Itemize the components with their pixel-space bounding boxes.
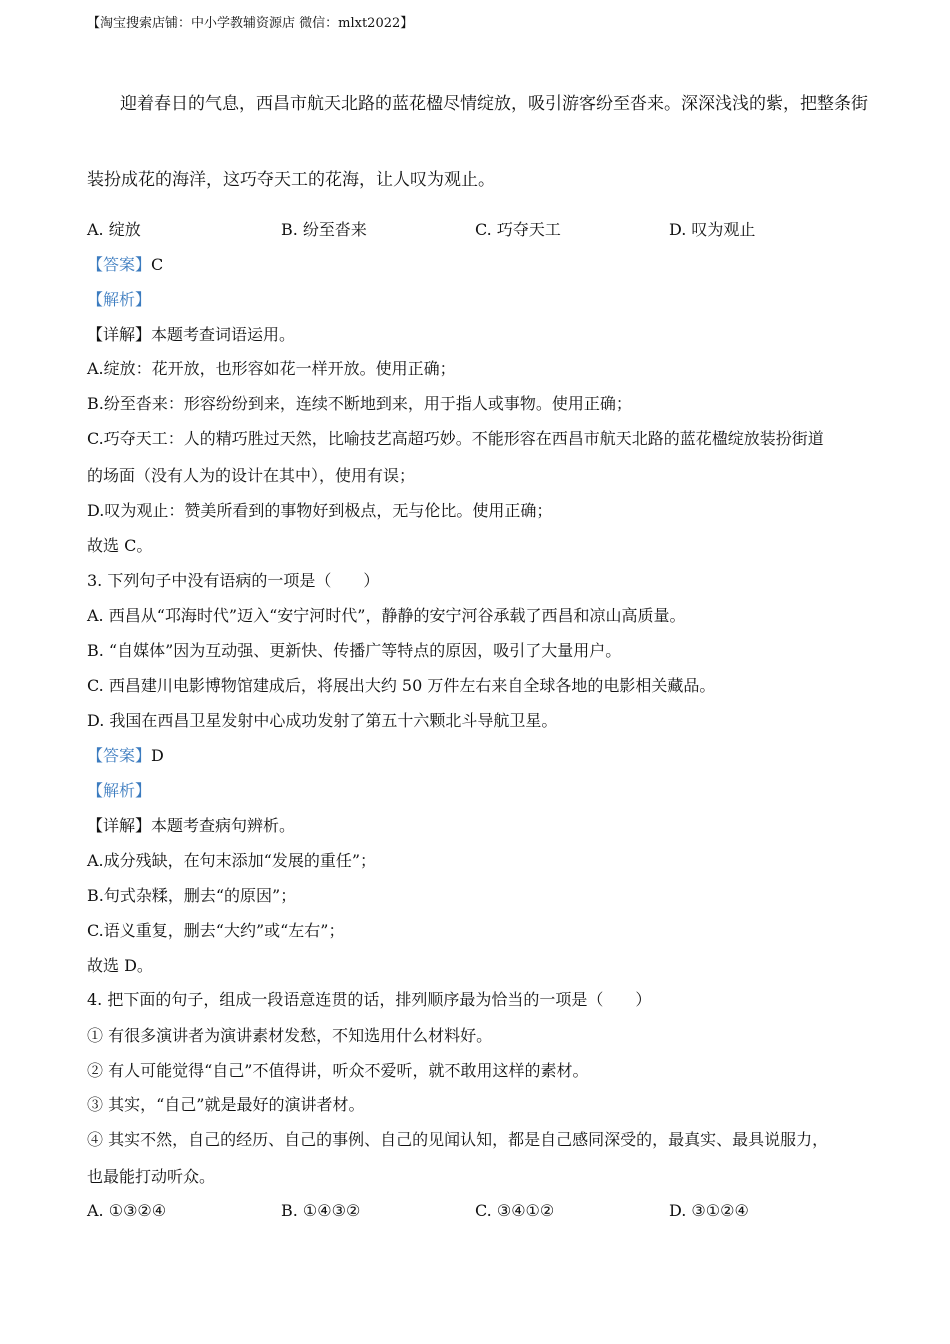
q4-option-c: C. ③④①② [475,1201,555,1220]
q3-option-b: B. “自媒体”因为互动强、更新快、传播广等特点的原因，吸引了大量用户。 [87,641,622,660]
q2-detail-c-line-1: C.巧夺天工：人的精巧胜过天然，比喻技艺高超巧妙。不能形容在西昌市航天北路的蓝花楹绽放装扮街道 [87,429,824,448]
q4-option-b: B. ①④③② [281,1201,361,1220]
q4-sentence-1: ① 有很多演讲者为演讲素材发愁，不知选用什么材料好。 [87,1026,493,1045]
q2-option-d: D. 叹为观止 [669,220,756,239]
q3-detail-intro: 【详解】本题考查病句辨析。 [87,816,296,835]
q4-sentence-4-line-2: 也最能打动听众。 [87,1167,216,1186]
q2-option-a: A. 绽放 [87,220,141,239]
q3-option-c: C. 西昌建川电影博物馆建成后，将展出大约 50 万件左右来自全球各地的电影相关藏品。 [87,676,716,695]
q2-option-b: B. 纷至沓来 [281,220,367,239]
q4-stem: 4. 把下面的句子，组成一段语意连贯的话，排列顺序最为恰当的一项是（ ） [87,990,652,1009]
q2-answer-label: 【答案】 [87,255,152,274]
q2-answer-value: C [151,255,164,274]
q4-sentence-4-line-1: ④ 其实不然，自己的经历、自己的事例、自己的见闻认知，都是自己感同深受的，最真实、最具说服力， [87,1130,829,1149]
q4-sentence-3: ③ 其实，“自己”就是最好的演讲者材。 [87,1095,365,1114]
q2-option-c: C. 巧夺天工 [475,220,561,239]
q2-detail-a: A.绽放：花开放，也形容如花一样开放。使用正确； [87,359,456,378]
q3-answer-value: D [151,746,164,765]
q3-analysis-label: 【解析】 [87,781,152,800]
q2-answer [87,255,163,275]
q2-detail-b: B.纷至沓来：形容纷纷到来，连续不断地到来，用于指人或事物。使用正确； [87,394,632,413]
q2-conclusion: 故选 C。 [87,536,153,555]
q3-answer-label: 【答案】 [87,746,152,765]
q2-detail-intro: 【详解】本题考查词语运用。 [87,325,296,344]
q3-detail-b: B.句式杂糅，删去“的原因”； [87,886,297,905]
q4-sentence-2: ② 有人可能觉得“自己”不值得讲，听众不爱听，就不敢用这样的素材。 [87,1061,589,1080]
q3-detail-a: A.成分残缺，在句末添加“发展的重任”； [87,851,377,870]
q3-answer [87,746,164,766]
q2-passage-line-1: 迎着春日的气息，西昌市航天北路的蓝花楹尽情绽放，吸引游客纷至沓来。深深浅浅的紫，把整条街 [120,94,868,114]
q4-option-d: D. ③①②④ [669,1201,749,1220]
q2-detail-c-line-2: 的场面（没有人为的设计在其中），使用有误； [87,466,416,485]
q3-detail-c: C.语义重复，删去“大约”或“左右”； [87,921,345,940]
q2-detail-d: D.叹为观止：赞美所看到的事物好到极点，无与伦比。使用正确； [87,501,553,520]
q2-analysis-label: 【解析】 [87,290,152,309]
header-watermark-text: 【淘宝搜索店铺：中小学教辅资源店 微信：mlxt2022】 [87,16,414,31]
q3-conclusion: 故选 D。 [87,956,153,975]
q2-passage-line-2: 装扮成花的海洋，这巧夺天工的花海，让人叹为观止。 [87,170,495,190]
q3-option-d: D. 我国在西昌卫星发射中心成功发射了第五十六颗北斗导航卫星。 [87,711,558,730]
q3-stem: 3. 下列句子中没有语病的一项是（ ） [87,571,380,590]
q3-option-a: A. 西昌从“邛海时代”迈入“安宁河时代”，静静的安宁河谷承载了西昌和凉山高质量。 [87,606,686,625]
q4-option-a: A. ①③②④ [87,1201,167,1220]
